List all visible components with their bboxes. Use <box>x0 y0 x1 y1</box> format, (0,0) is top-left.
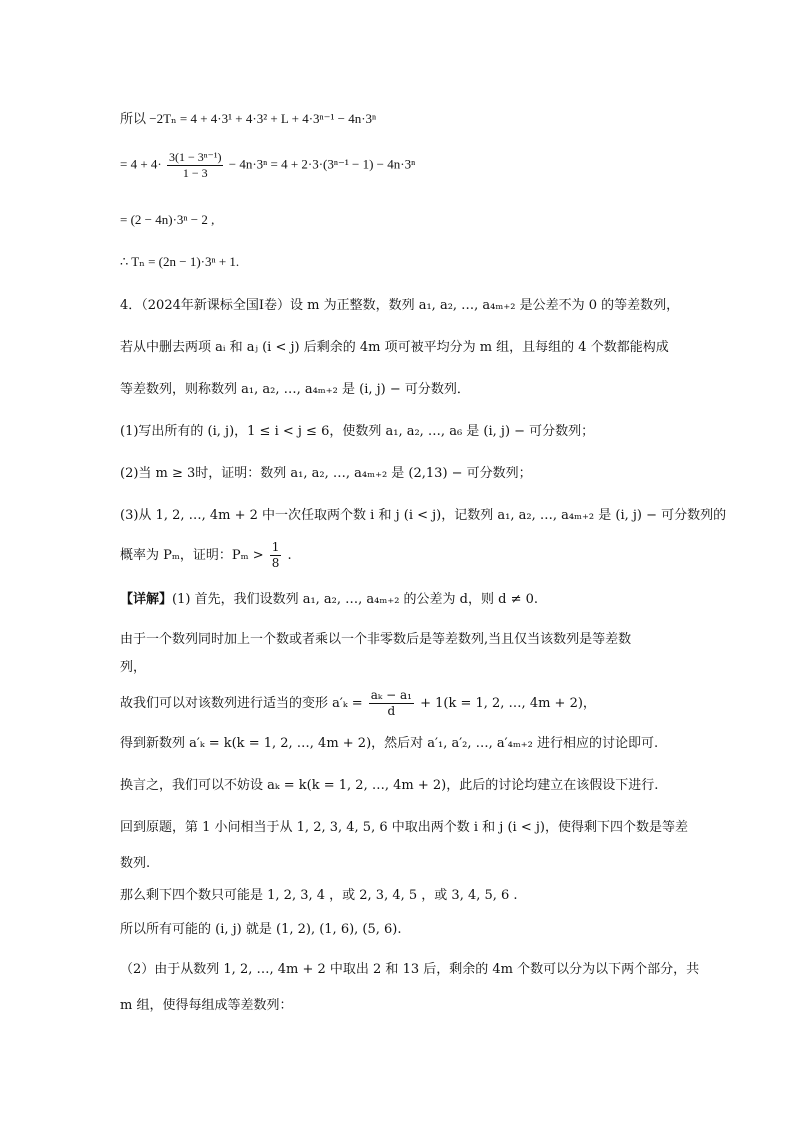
solution-line-5: 得到新数列 a′ₖ = k(k = 1, 2, …, 4m + 2)，然后对 a′₁, a′₂, …, a′₄ₘ₊₂ 进行相应的讨论即可. <box>120 736 659 751</box>
problem-4-part-1: (1)写出所有的 (i, j)，1 ≤ i < j ≤ 6，使数列 a₁, a₂, …, a₆ 是 (i, j) − 可分数列； <box>120 424 595 439</box>
eq2-fraction <box>167 150 223 181</box>
solution-line-7: 回到原题，第 1 小问相当于从 1, 2, 3, 4, 5, 6 中取出两个数 i 和 j (i < j)，使得剩下四个数是等差 <box>120 820 688 835</box>
solution-line-1 <box>120 588 794 607</box>
transform-denominator: d <box>387 704 396 718</box>
problem-4-part-2: (2)当 m ≥ 3时，证明：数列 a₁, a₂, …, a₄ₘ₊₂ 是 (2,13) − 可分数列； <box>120 466 532 481</box>
prob-numerator: 1 <box>271 540 280 554</box>
prob-fraction <box>270 540 282 571</box>
eq2-denominator: 1 − 3 <box>182 166 208 180</box>
equation-line-1: 所以 −2Tₙ = 4 + 4·3¹ + 4·3² + L + 4·3ⁿ⁻¹ − 4n·3ⁿ <box>120 111 377 126</box>
transform-suffix: + 1(k = 1, 2, …, 4m + 2)， <box>420 696 596 711</box>
solution-line-10: 所以所有可能的 (i, j) 就是 (1, 2), (1, 6), (5, 6). <box>120 922 402 937</box>
transform-fraction <box>369 688 414 719</box>
problem-4-line-2: 若从中删去两项 aᵢ 和 aⱼ (i < j) 后剩余的 4m 项可被平均分为 m 组，且每组的 4 个数都能构成 <box>120 340 669 355</box>
solution-tag: 【详解】 <box>120 592 173 607</box>
solution-line-4 <box>120 688 794 719</box>
solution-line-9: 那么剩下四个数只可能是 1, 2, 3, 4 ，或 2, 3, 4, 5 ，或 3, 4, 5, 6 . <box>120 888 518 903</box>
equation-line-2 <box>120 150 794 181</box>
problem-4-line-1: 4．（2024年新课标全国Ⅰ卷）设 m 为正整数，数列 a₁, a₂, …, a₄ₘ₊₂ 是公差不为 0 的等差数列， <box>120 298 680 313</box>
transform-numerator: aₖ − a₁ <box>370 688 412 702</box>
eq2-numerator: 3(1 − 3ⁿ⁻¹) <box>169 150 222 164</box>
eq2-prefix: = 4 + 4· <box>120 156 162 172</box>
problem-4-line-3: 等差数列，则称数列 a₁, a₂, …, a₄ₘ₊₂ 是 (i, j) − 可分数列． <box>120 382 470 397</box>
solution-line-12: m 组，使得每组成等差数列： <box>120 998 293 1013</box>
solution-line-8: 数列. <box>120 856 151 871</box>
solution-line-11: （2）由于从数列 1, 2, …, 4m + 2 中取出 2 和 13 后，剩余的 4m 个数可以分为以下两个部分，共 <box>120 962 700 977</box>
problem-4-part-3-cont <box>120 540 794 571</box>
solution-line-3: 列， <box>120 660 147 675</box>
problem-4-part-3: (3)从 1, 2, …, 4m + 2 中一次任取两个数 i 和 j (i < j)，记数列 a₁, a₂, …, a₄ₘ₊₂ 是 (i, j) − 可分数列的 <box>120 508 727 523</box>
solution-line-2: 由于一个数列同时加上一个数或者乘以一个非零数后是等差数列,当且仅当该数列是等差数 <box>120 632 632 647</box>
solution-text: (1) 首先，我们设数列 a₁, a₂, …, a₄ₘ₊₂ 的公差为 d，则 d ≠ 0. <box>172 592 539 607</box>
solution-line-6: 换言之，我们可以不妨设 aₖ = k(k = 1, 2, …, 4m + 2)，此后的讨论均建立在该假设下进行. <box>120 778 659 793</box>
prob-period: . <box>287 548 292 563</box>
equation-line-3: = (2 − 4n)·3ⁿ − 2 , <box>120 212 215 227</box>
prob-denominator: 8 <box>271 556 280 570</box>
transform-text: 故我们可以对该数列进行适当的变形 a′ₖ = <box>120 696 363 711</box>
eq2-suffix: − 4n·3ⁿ = 4 + 2·3·(3ⁿ⁻¹ − 1) − 4n·3ⁿ <box>228 156 416 172</box>
equation-line-4: ∴ Tₙ = (2n − 1)·3ⁿ + 1. <box>120 254 240 269</box>
prob-text: 概率为 Pₘ，证明：Pₘ > <box>120 548 264 563</box>
